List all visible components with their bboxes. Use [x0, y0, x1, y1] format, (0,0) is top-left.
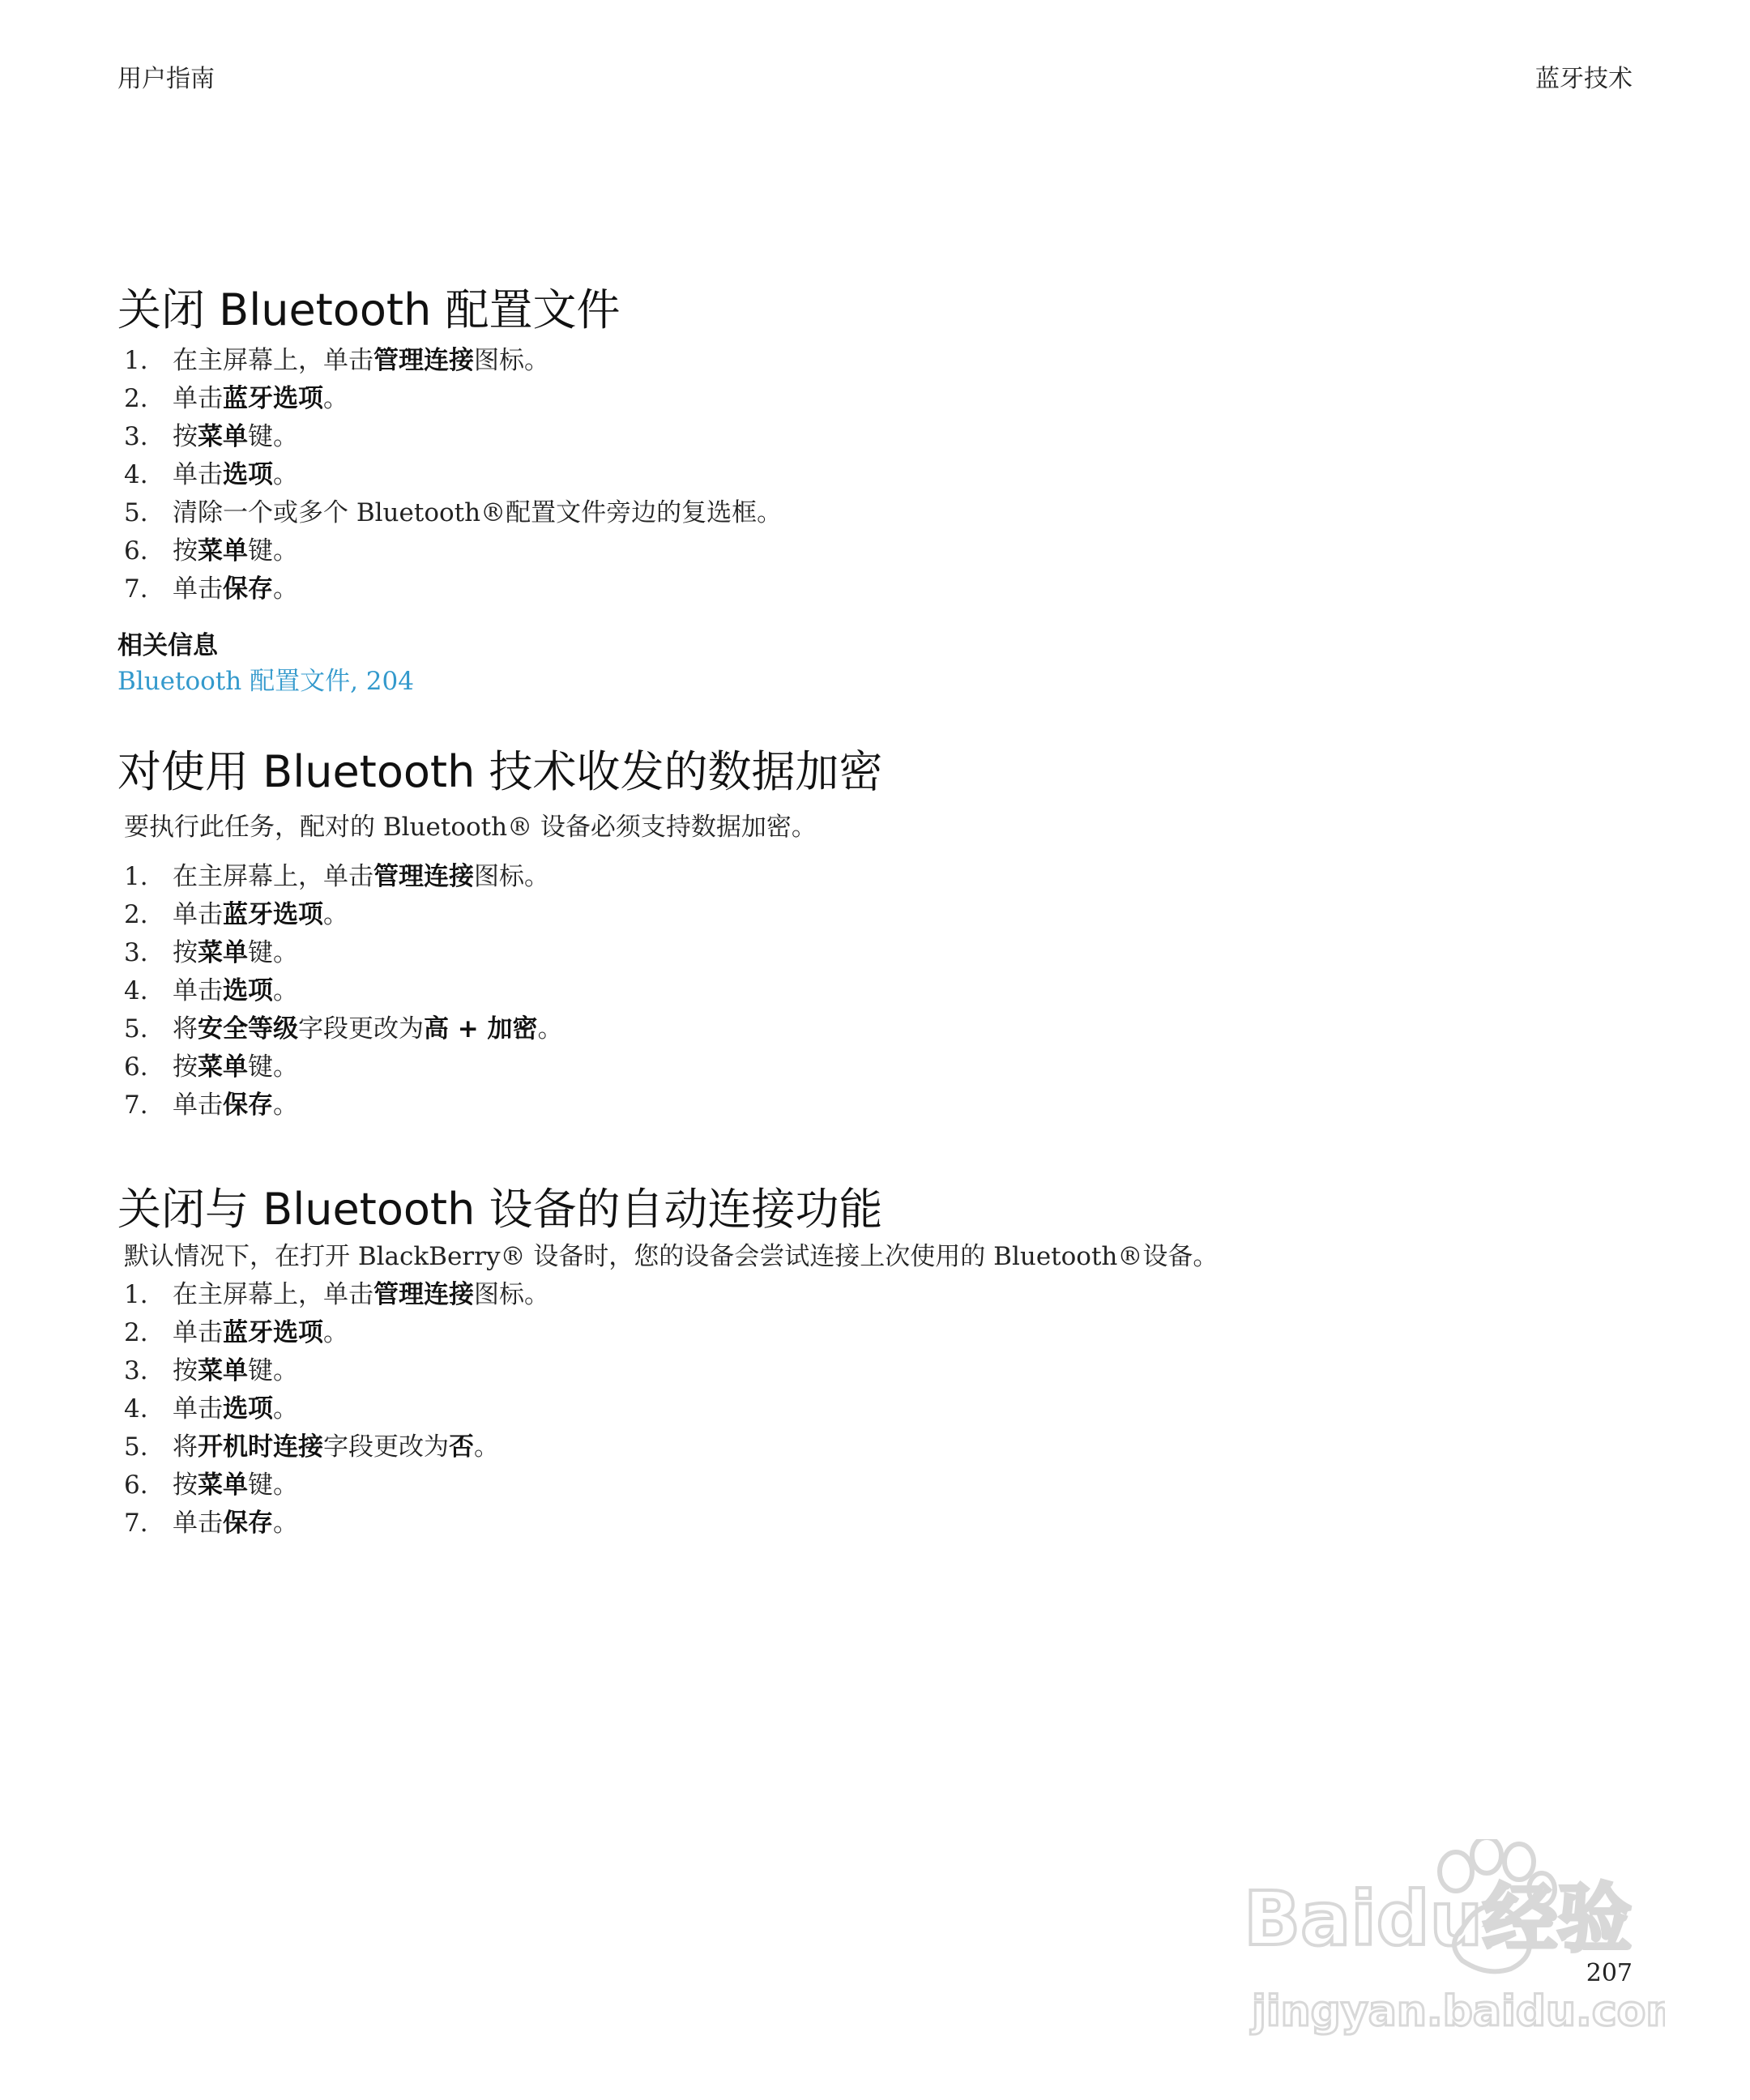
ui-term: 高 + 加密	[424, 1014, 538, 1044]
step-item	[117, 570, 1641, 608]
step-list	[117, 858, 1641, 1125]
step-number: 4.	[124, 460, 148, 489]
ui-term: 菜单	[198, 422, 248, 451]
step-text: 按菜单键。	[173, 938, 298, 967]
step-text: 单击选项。	[173, 1394, 298, 1423]
step-text: 按菜单键。	[173, 1052, 298, 1082]
ui-term: 管理连接	[373, 346, 474, 375]
step-number: 1.	[124, 1280, 148, 1309]
page-number: 207	[1586, 1959, 1633, 1987]
step-item	[117, 494, 1641, 532]
watermark	[1244, 1839, 1665, 2042]
step-number: 1.	[124, 862, 148, 891]
step-text: 在主屏幕上，单击管理连接图标。	[173, 346, 549, 375]
step-item	[117, 1048, 1641, 1086]
ui-term: 菜单	[198, 536, 248, 566]
step-item	[117, 1352, 1641, 1390]
step-number: 5.	[124, 1014, 148, 1044]
step-number: 3.	[124, 938, 148, 967]
step-item	[117, 934, 1641, 972]
section-title: 关闭与 Bluetooth 设备的自动连接功能	[117, 1184, 883, 1235]
section-title: 关闭 Bluetooth 配置文件	[117, 284, 621, 335]
step-number: 5.	[124, 1432, 148, 1462]
step-list	[117, 1276, 1641, 1543]
step-item	[117, 858, 1641, 896]
ui-term: 保存	[223, 1091, 273, 1120]
step-item	[117, 1086, 1641, 1125]
ui-term: 菜单	[198, 938, 248, 967]
step-number: 7.	[124, 1509, 148, 1538]
step-item	[117, 380, 1641, 418]
ui-term: 蓝牙选项	[223, 384, 323, 413]
ui-term: 菜单	[198, 1356, 248, 1385]
step-number: 3.	[124, 422, 148, 451]
step-number: 4.	[124, 976, 148, 1005]
step-item	[117, 1466, 1641, 1505]
step-number: 2.	[124, 1318, 148, 1347]
step-item	[117, 1314, 1641, 1352]
paw-icon	[1244, 1839, 1665, 2042]
step-number: 3.	[124, 1356, 148, 1385]
step-text: 按菜单键。	[173, 1356, 298, 1385]
step-item	[117, 342, 1641, 380]
ui-term: 选项	[223, 976, 273, 1005]
ui-term: 蓝牙选项	[223, 900, 323, 929]
step-number: 2.	[124, 900, 148, 929]
related-info-title: 相关信息	[117, 631, 218, 660]
ui-term: 菜单	[198, 1052, 248, 1082]
step-number: 1.	[124, 346, 148, 375]
step-number: 6.	[124, 536, 148, 566]
ui-term: 管理连接	[373, 862, 474, 891]
step-text: 单击保存。	[173, 1091, 298, 1120]
step-text: 按菜单键。	[173, 1470, 298, 1500]
ui-term: 安全等级	[198, 1014, 298, 1044]
running-header-right: 蓝牙技术	[1535, 65, 1633, 93]
section-encrypt-data	[117, 744, 1641, 1125]
step-text: 单击选项。	[173, 460, 298, 489]
step-item	[117, 1390, 1641, 1428]
section-disable-autoconnect	[117, 1181, 1641, 1543]
ui-term: 蓝牙选项	[223, 1318, 323, 1347]
step-text: 单击保存。	[173, 1509, 298, 1538]
step-text: 将开机时连接字段更改为否。	[173, 1432, 499, 1462]
step-item	[117, 972, 1641, 1010]
step-text: 将安全等级字段更改为高 + 加密。	[173, 1014, 563, 1044]
step-number: 7.	[124, 1091, 148, 1120]
watermark-brand: Baidu经验	[1244, 1876, 1633, 1962]
step-item	[117, 1505, 1641, 1543]
section-intro: 默认情况下，在打开 BlackBerry® 设备时，您的设备会尝试连接上次使用的 Bluetooth®设备。	[124, 1242, 1219, 1271]
related-link[interactable]: Bluetooth 配置文件, 204	[117, 667, 414, 696]
step-text: 单击蓝牙选项。	[173, 1318, 348, 1347]
ui-term: 否	[449, 1432, 474, 1462]
step-list	[117, 342, 1641, 608]
step-number: 6.	[124, 1470, 148, 1500]
step-number: 6.	[124, 1052, 148, 1082]
step-number: 4.	[124, 1394, 148, 1423]
section-title: 对使用 Bluetooth 技术收发的数据加密	[117, 746, 883, 797]
watermark-url: jingyan.baidu.com	[1252, 1987, 1665, 2036]
step-text: 单击蓝牙选项。	[173, 900, 348, 929]
step-text: 按菜单键。	[173, 422, 298, 451]
step-text: 单击保存。	[173, 574, 298, 604]
step-item	[117, 418, 1641, 456]
step-text: 单击蓝牙选项。	[173, 384, 348, 413]
step-item	[117, 1276, 1641, 1314]
ui-term: 选项	[223, 1394, 273, 1423]
step-number: 2.	[124, 384, 148, 413]
related-info	[117, 628, 1641, 699]
step-item	[117, 1010, 1641, 1048]
step-number: 5.	[124, 498, 148, 527]
step-text: 单击选项。	[173, 976, 298, 1005]
section-disable-profiles	[117, 282, 1641, 699]
ui-term: 开机时连接	[198, 1432, 323, 1462]
ui-term: 菜单	[198, 1470, 248, 1500]
step-text: 清除一个或多个 Bluetooth®配置文件旁边的复选框。	[173, 498, 783, 527]
step-text: 按菜单键。	[173, 536, 298, 566]
step-item	[117, 1428, 1641, 1466]
step-number: 7.	[124, 574, 148, 604]
step-text: 在主屏幕上，单击管理连接图标。	[173, 862, 549, 891]
step-text: 在主屏幕上，单击管理连接图标。	[173, 1280, 549, 1309]
section-intro: 要执行此任务，配对的 Bluetooth® 设备必须支持数据加密。	[124, 813, 817, 842]
running-header-left: 用户指南	[117, 65, 215, 93]
ui-term: 选项	[223, 460, 273, 489]
ui-term: 管理连接	[373, 1280, 474, 1309]
ui-term: 保存	[223, 1509, 273, 1538]
step-item	[117, 456, 1641, 494]
step-item	[117, 532, 1641, 570]
ui-term: 保存	[223, 574, 273, 604]
step-item	[117, 896, 1641, 934]
